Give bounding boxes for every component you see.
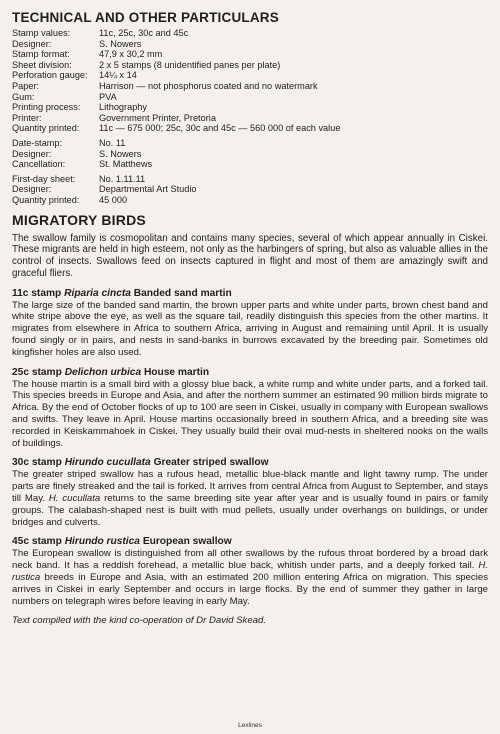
specs-body [12,28,340,206]
stamp-description [12,469,488,528]
description-text: The greater striped swallow has a rufous head, metallic blue-black mantle and light tawny rump. The under parts are finely streaked and the tail is forked. It arrives from central Africa from August to September, and stays till May. [12,469,488,505]
spec-value: No. 11 [99,137,126,148]
spec-value: PVA [99,91,117,102]
stamp-value: 25c stamp [12,366,62,378]
species-abbrev-name: H. rustica [12,560,488,584]
spec-label: Perforation gauge: [12,70,88,81]
spec-label: Gum: [12,91,35,102]
spec-value: Harrison — not phosphorus coated and no watermark [99,80,318,91]
spec-row [12,138,340,149]
spec-row [12,60,340,71]
description-text: breeds in Europe and Asia, with an estimated 200 million entering Africa on migration. This species arrives in Ciskei in early September and occurs in large flocks. By the end of summer they gather in large numbers on telegraph wires before leaving in early May. [12,572,488,607]
intro-paragraph: The swallow family is cosmopolitan and contains many species, several of which appear annually in Ciskei. These migrants are held in high esteem, not only as the harbingers of spring, but also as valuable allies in the control of insects. Swallows feed on insects captured in flight and most of them are amazingly swift and graceful fliers. [12,232,488,279]
spec-value: 47,9 x 30,2 mm [99,49,163,60]
species-latin-name: Hirundo rustica [64,536,140,548]
migratory-heading: MIGRATORY BIRDS [12,211,146,228]
stamp-section [12,536,488,607]
species-common-name: House martin [143,366,210,378]
spec-row [12,39,340,50]
stamp-value: 45c stamp [12,536,62,548]
spec-value: 2 x 5 stamps (8 unidentified panes per plate) [99,59,281,70]
spec-label: Designer: [12,184,52,195]
description-text: The house martin is a small bird with a glossy blue back, a white rump and white under parts, and a forked tail. This species breeds in Europe and Asia, and after the northern summer an estimated 90 million birds migrate to Africa. By the end of October flocks of up to 100 are seen in Ciskei, usually in company with European swallows and swifts. They leave in April. House martins occasionally breed in southern Africa, and a breeding site was recorded in Keiskammahoek in Ciskei. They usually build their oval mud-nests in sheltered nooks on the walls of buildings. [12,378,488,449]
species-common-name: European swallow [142,536,232,548]
stamp-description [12,300,488,359]
spec-row [12,81,340,92]
spec-value: No. 1.11.11 [99,173,146,184]
spec-row [12,159,340,170]
spec-row [12,149,340,160]
spec-value: 45 000 [99,194,128,205]
spec-label: Printing process: [12,102,81,113]
stamp-heading [12,457,488,469]
spec-value: 14¼ x 14 [99,70,137,81]
spec-label: Cancellation: [12,159,66,170]
description-text: The large size of the banded sand martin, the brown upper parts and white under parts, brown chest band and white stripe above the eye, as well as the square tail, readily distinguish this species from the other martins. It migrates from elsewhere in Africa to southern Africa, arriving in August and remaining until April. It is usually found singly or in pairs, and nests in sand-banks in burrows excavated by the breeding pair. Sometimes old kingfisher holes are also used. [12,299,488,358]
spec-row [12,102,340,113]
spec-value: 11c, 25c, 30c and 45c [99,28,189,38]
spec-row [12,174,340,185]
spec-value: 11c — 675 000; 25c, 30c and 45c — 560 000 of each value [99,123,341,134]
species-latin-name: Riparia cincta [64,287,131,299]
spec-row [12,28,340,39]
stamp-value: 30c stamp [12,457,62,469]
spec-label: Stamp values: [12,28,71,38]
species-latin-name: Hirundo cucullata [64,457,151,469]
spec-label: Sheet division: [12,59,72,70]
stamp-section [12,288,488,359]
spec-value: Government Printer, Pretoria [99,112,216,123]
stamp-heading [12,288,488,300]
species-common-name: Banded sand martin [133,287,232,299]
species-common-name: Greater striped swallow [153,457,269,469]
specs-table [12,28,340,206]
spec-row [12,113,340,124]
stamp-sections [12,288,488,608]
spec-value: Departmental Art Studio [99,184,197,195]
spec-row [12,70,340,81]
credit-line: Text compiled with the kind co-operation of Dr David Skead. [12,615,267,627]
spec-label: Stamp format: [12,49,70,60]
stamp-description [12,379,488,450]
spec-value: S. Nowers [99,38,142,49]
spec-label: Designer: [12,38,52,49]
stamp-heading [12,367,488,379]
spec-label: Quantity printed: [12,123,80,134]
spec-label: Date-stamp: [12,137,63,148]
spec-value: S. Nowers [99,148,142,159]
technical-heading: TECHNICAL AND OTHER PARTICULARS [12,10,279,25]
spec-label: First-day sheet: [12,173,76,184]
spec-label: Quantity printed: [12,194,80,205]
footer-imprint: Lexlines [238,722,262,729]
description-text: returns to the same breeding site year after year and is usually found in pairs or family groups. The calabash-shaped nest is built with mud pellets, usually under overhangs on buildings, or under bridges and culverts. [12,493,489,528]
description-text: The European swallow is distinguished from all other swallows by the rufous throat bordered by a broad dark neck band. It has a reddish forehead, a metallic blue back, whitish under parts, and a deeply forked tail. [12,548,488,572]
species-latin-name: Delichon urbica [64,366,142,378]
stamp-heading [12,536,488,548]
spec-row [12,184,340,195]
spec-label: Designer: [12,148,52,159]
stamp-section [12,367,488,450]
spec-row [12,123,340,134]
spec-value: St. Matthews [99,159,153,170]
species-abbrev-name: H. cucullata [48,493,101,505]
spec-label: Paper: [12,80,40,91]
stamp-section [12,457,488,528]
spec-row [12,49,340,60]
stamp-description [12,548,488,607]
spec-label: Printer: [12,112,42,123]
stamp-value: 11c stamp [12,287,62,299]
spec-value: Lithography [99,102,148,113]
spec-row [12,92,340,103]
spec-row [12,195,340,206]
